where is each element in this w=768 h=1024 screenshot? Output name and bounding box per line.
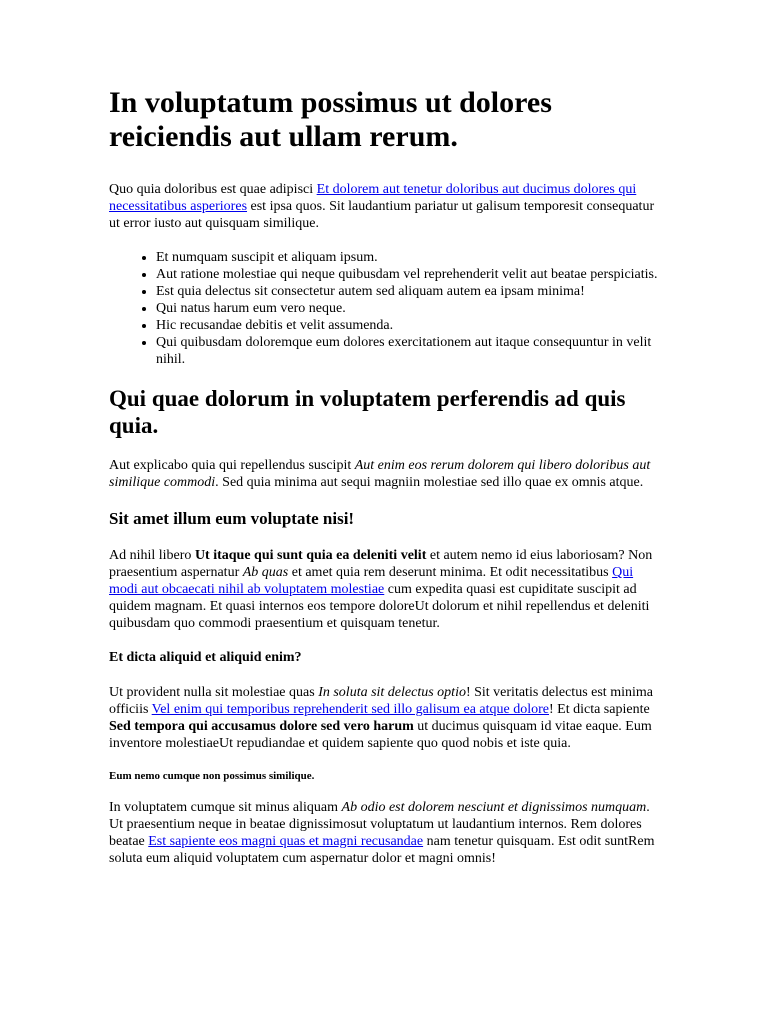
intro-link[interactable]: Et dolorem aut tenetur doloribus aut ducimus dolores qui necessitatibus asperiores [109, 182, 637, 214]
section3-strong: Ut itaque qui sunt quia ea deleniti velit [194, 548, 427, 563]
section4-emphasis: In soluta sit delectus optio [318, 685, 466, 700]
list-item: • Aut ratione molestiae qui neque quibusdam vel reprehenderit velit aut beatae perspiciatis. [156, 266, 665, 283]
section5-paragraph [109, 799, 665, 867]
section4-strong: Sed tempora qui accusamus dolore sed vero harum [109, 719, 414, 734]
section-heading-3: Sit amet illum eum voluptate nisi! [109, 509, 355, 528]
section3-text-4: cum expedita quasi est cupiditate suscipit ad quidem magnam. Et quasi internos eos tempore doloreUt dolorum et nihil repellendus et deleniti quibusdam quo commodi praesentium et quisquam tenetur. [109, 582, 650, 631]
section4-link[interactable]: Vel enim qui temporibus reprehenderit sed illo galisum ea atque dolore [151, 702, 549, 717]
intro-text-2: est ipsa quos. Sit laudantium pariatur ut galisum temporesit consequatur ut error iusto aut quisquam similique. [109, 199, 655, 231]
list-item: • Qui quibusdam doloremque eum dolores exercitationem aut itaque consequuntur in velit nihil. [156, 334, 665, 368]
section4-text-3: ! Et dicta sapiente [549, 702, 650, 717]
section2-text-2: . Sed quia minima aut sequi magniin molestiae sed illo quae ex omnis atque. [215, 475, 644, 490]
page-title: In voluptatum possimus ut dolores reiciendis aut ullam rerum. [109, 86, 552, 153]
list-item: • Est quia delectus sit consectetur autem sed aliquam autem ea ipsam minima! [156, 283, 665, 300]
section3-text-2: et autem nemo id eius laboriosam? Non praesentium aspernatur [109, 548, 653, 580]
section5-emphasis: Ab odio est dolorem nesciunt et dignissimos numquam [341, 800, 647, 815]
section-heading-2: Qui quae dolorum in voluptatem perferendis ad quis quia. [109, 386, 626, 438]
section5-text-2: . Ut praesentium neque in beatae dignissimosut voluptatum ut laudantium internos. Rem dolores beatae [109, 800, 650, 849]
section3-text-1: Ad nihil libero [109, 548, 195, 563]
list-item: • Et numquam suscipit et aliquam ipsum. [156, 249, 665, 266]
intro-text-1: Quo quia doloribus est quae adipisci [109, 182, 317, 197]
section3-text-3: et amet quia rem deserunt minima. Et odit necessitatibus [288, 565, 613, 580]
section2-emphasis: Aut enim eos rerum dolorem qui libero doloribus aut similique commodi [109, 458, 651, 490]
section4-text-4: ut ducimus quisquam id vitae eaque. Eum inventore molestiaeUt repudiandae et quidem sapiente quo quod nobis et iste quia. [109, 719, 652, 751]
section3-emphasis: Ab quas [242, 565, 289, 580]
list-item: • Qui natus harum eum vero neque. [156, 300, 665, 317]
section4-paragraph [109, 684, 665, 752]
section5-link[interactable]: Est sapiente eos magni quas et magni recusandae [148, 834, 424, 849]
section2-paragraph [109, 457, 665, 491]
intro-paragraph [109, 181, 665, 232]
section3-paragraph [109, 547, 665, 632]
section4-text-2: ! Sit veritatis delectus est minima officiis [109, 685, 653, 717]
list-item: • Hic recusandae debitis et velit assumenda. [156, 317, 665, 334]
section-heading-5: Eum nemo cumque non possimus similique. [109, 770, 315, 782]
document-page [109, 86, 665, 884]
bullet-list [109, 249, 665, 368]
section-heading-4: Et dicta aliquid et aliquid enim? [109, 650, 302, 665]
section4-text-1: Ut provident nulla sit molestiae quas [109, 685, 319, 700]
section5-text-1: In voluptatem cumque sit minus aliquam [109, 800, 342, 815]
section5-text-3: nam tenetur quisquam. Est odit suntRem soluta eum aliquid voluptatem cum aspernatur dolor et magni omnis! [109, 834, 655, 866]
section3-link[interactable]: Qui modi aut obcaecati nihil ab voluptatem molestiae [109, 565, 634, 597]
section2-text-1: Aut explicabo quia qui repellendus suscipit [109, 458, 355, 473]
